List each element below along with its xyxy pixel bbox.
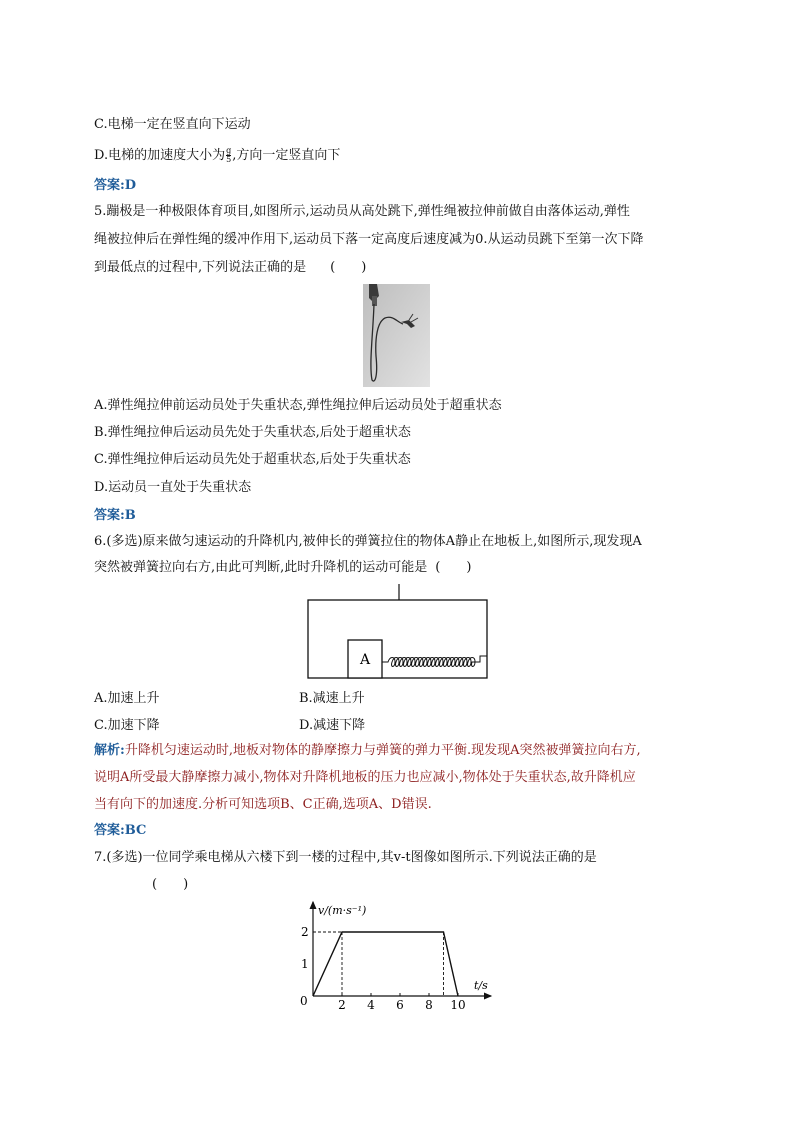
q6-option-a: A.加速上升 bbox=[94, 691, 160, 706]
x-tick-label: 4 bbox=[367, 998, 375, 1012]
q5-option-d: D.运动员一直处于失重状态 bbox=[94, 480, 252, 495]
velocity-series-line bbox=[313, 932, 458, 996]
q5-line3 bbox=[94, 259, 366, 277]
y-axis-label: v/(m·s⁻¹) bbox=[318, 904, 367, 917]
x-tick-label: 8 bbox=[425, 998, 433, 1012]
x-tick-label: 10 bbox=[450, 998, 466, 1012]
q6-analysis-line1 bbox=[94, 742, 641, 760]
q6-analysis-line2: 说明A所受最大静摩擦力减小,物体对升降机地板的压力也应减小,物体处于失重状态,故升降机应 bbox=[94, 770, 636, 785]
q5-answer-paren: ( ) bbox=[330, 260, 367, 275]
fraction bbox=[226, 147, 231, 164]
q5-option-c: C.弹性绳拉伸后运动员先处于超重状态,后处于失重状态 bbox=[94, 452, 411, 467]
q5-option-a: A.弹性绳拉伸前运动员处于失重状态,弹性绳拉伸后运动员处于超重状态 bbox=[94, 398, 502, 413]
prev-option-d bbox=[94, 147, 340, 165]
q5-stem-end: 到最低点的过程中,下列说法正确的是 bbox=[94, 260, 307, 275]
q6-option-b: B.减速上升 bbox=[299, 691, 365, 706]
q6-line1: 6.(多选)原来做匀速运动的升降机内,被伸长的弹簧拉住的物体A静止在地板上,如图所示,现发现A bbox=[94, 534, 642, 549]
q6-stem-end: 突然被弹簧拉向右方,由此可判断,此时升降机的运动可能是 bbox=[94, 560, 428, 575]
q5-line2: 绳被拉伸后在弹性绳的缓冲作用下,运动员下落一定高度后速度减为0.从运动员跳下至第一次下降 bbox=[94, 232, 644, 247]
q5-answer: 答案:B bbox=[94, 508, 136, 523]
q7-answer-paren: ( ) bbox=[152, 877, 189, 892]
vt-graph bbox=[296, 898, 496, 1016]
prev-option-d-prefix: D.电梯的加速度大小为 bbox=[94, 148, 226, 163]
q6-answer-paren: ( ) bbox=[435, 560, 472, 575]
analysis-label: 解析: bbox=[94, 743, 125, 758]
x-tick-label: 2 bbox=[338, 998, 346, 1012]
y-tick-label: 2 bbox=[301, 925, 309, 939]
analysis-text-1: 升降机匀速运动时,地板对物体的静摩擦力与弹簧的弹力平衡.现发现A突然被弹簧拉向右方, bbox=[124, 743, 641, 758]
q6-option-c: C.加速下降 bbox=[94, 718, 160, 733]
q5-line1: 5.蹦极是一种极限体育项目,如图所示,运动员从高处跳下,弹性绳被拉伸前做自由落体运动,弹性 bbox=[94, 204, 630, 219]
q6-option-d: D.减速下降 bbox=[299, 718, 366, 733]
prev-option-c: C.电梯一定在竖直向下运动 bbox=[94, 117, 251, 132]
fraction-denominator: 5 bbox=[226, 155, 232, 164]
prev-option-d-suffix: ,方向一定竖直向下 bbox=[232, 148, 341, 163]
spring bbox=[382, 656, 487, 667]
elevator-diagram bbox=[300, 584, 495, 680]
q6-line2 bbox=[94, 559, 471, 577]
q5-option-b: B.弹性绳拉伸后运动员先处于失重状态,后处于超重状态 bbox=[94, 425, 411, 440]
block-a-label: A bbox=[359, 652, 371, 668]
q6-analysis-line3: 当有向下的加速度.分析可知选项B、C正确,选项A、D错误. bbox=[94, 797, 432, 812]
fraction-numerator: g bbox=[226, 146, 232, 155]
q7-line1: 7.(多选)一位同学乘电梯从六楼下到一楼的过程中,其v-t图像如图所示.下列说法正确的是 bbox=[94, 850, 597, 865]
x-tick-label: 6 bbox=[396, 998, 404, 1012]
y-tick-label: 1 bbox=[301, 957, 309, 971]
y-tick-label: 0 bbox=[300, 994, 308, 1008]
prev-answer: 答案:D bbox=[94, 178, 137, 193]
q6-answer: 答案:BC bbox=[94, 823, 147, 838]
bungee-photo bbox=[363, 284, 430, 387]
x-axis-label: t/s bbox=[474, 979, 488, 992]
